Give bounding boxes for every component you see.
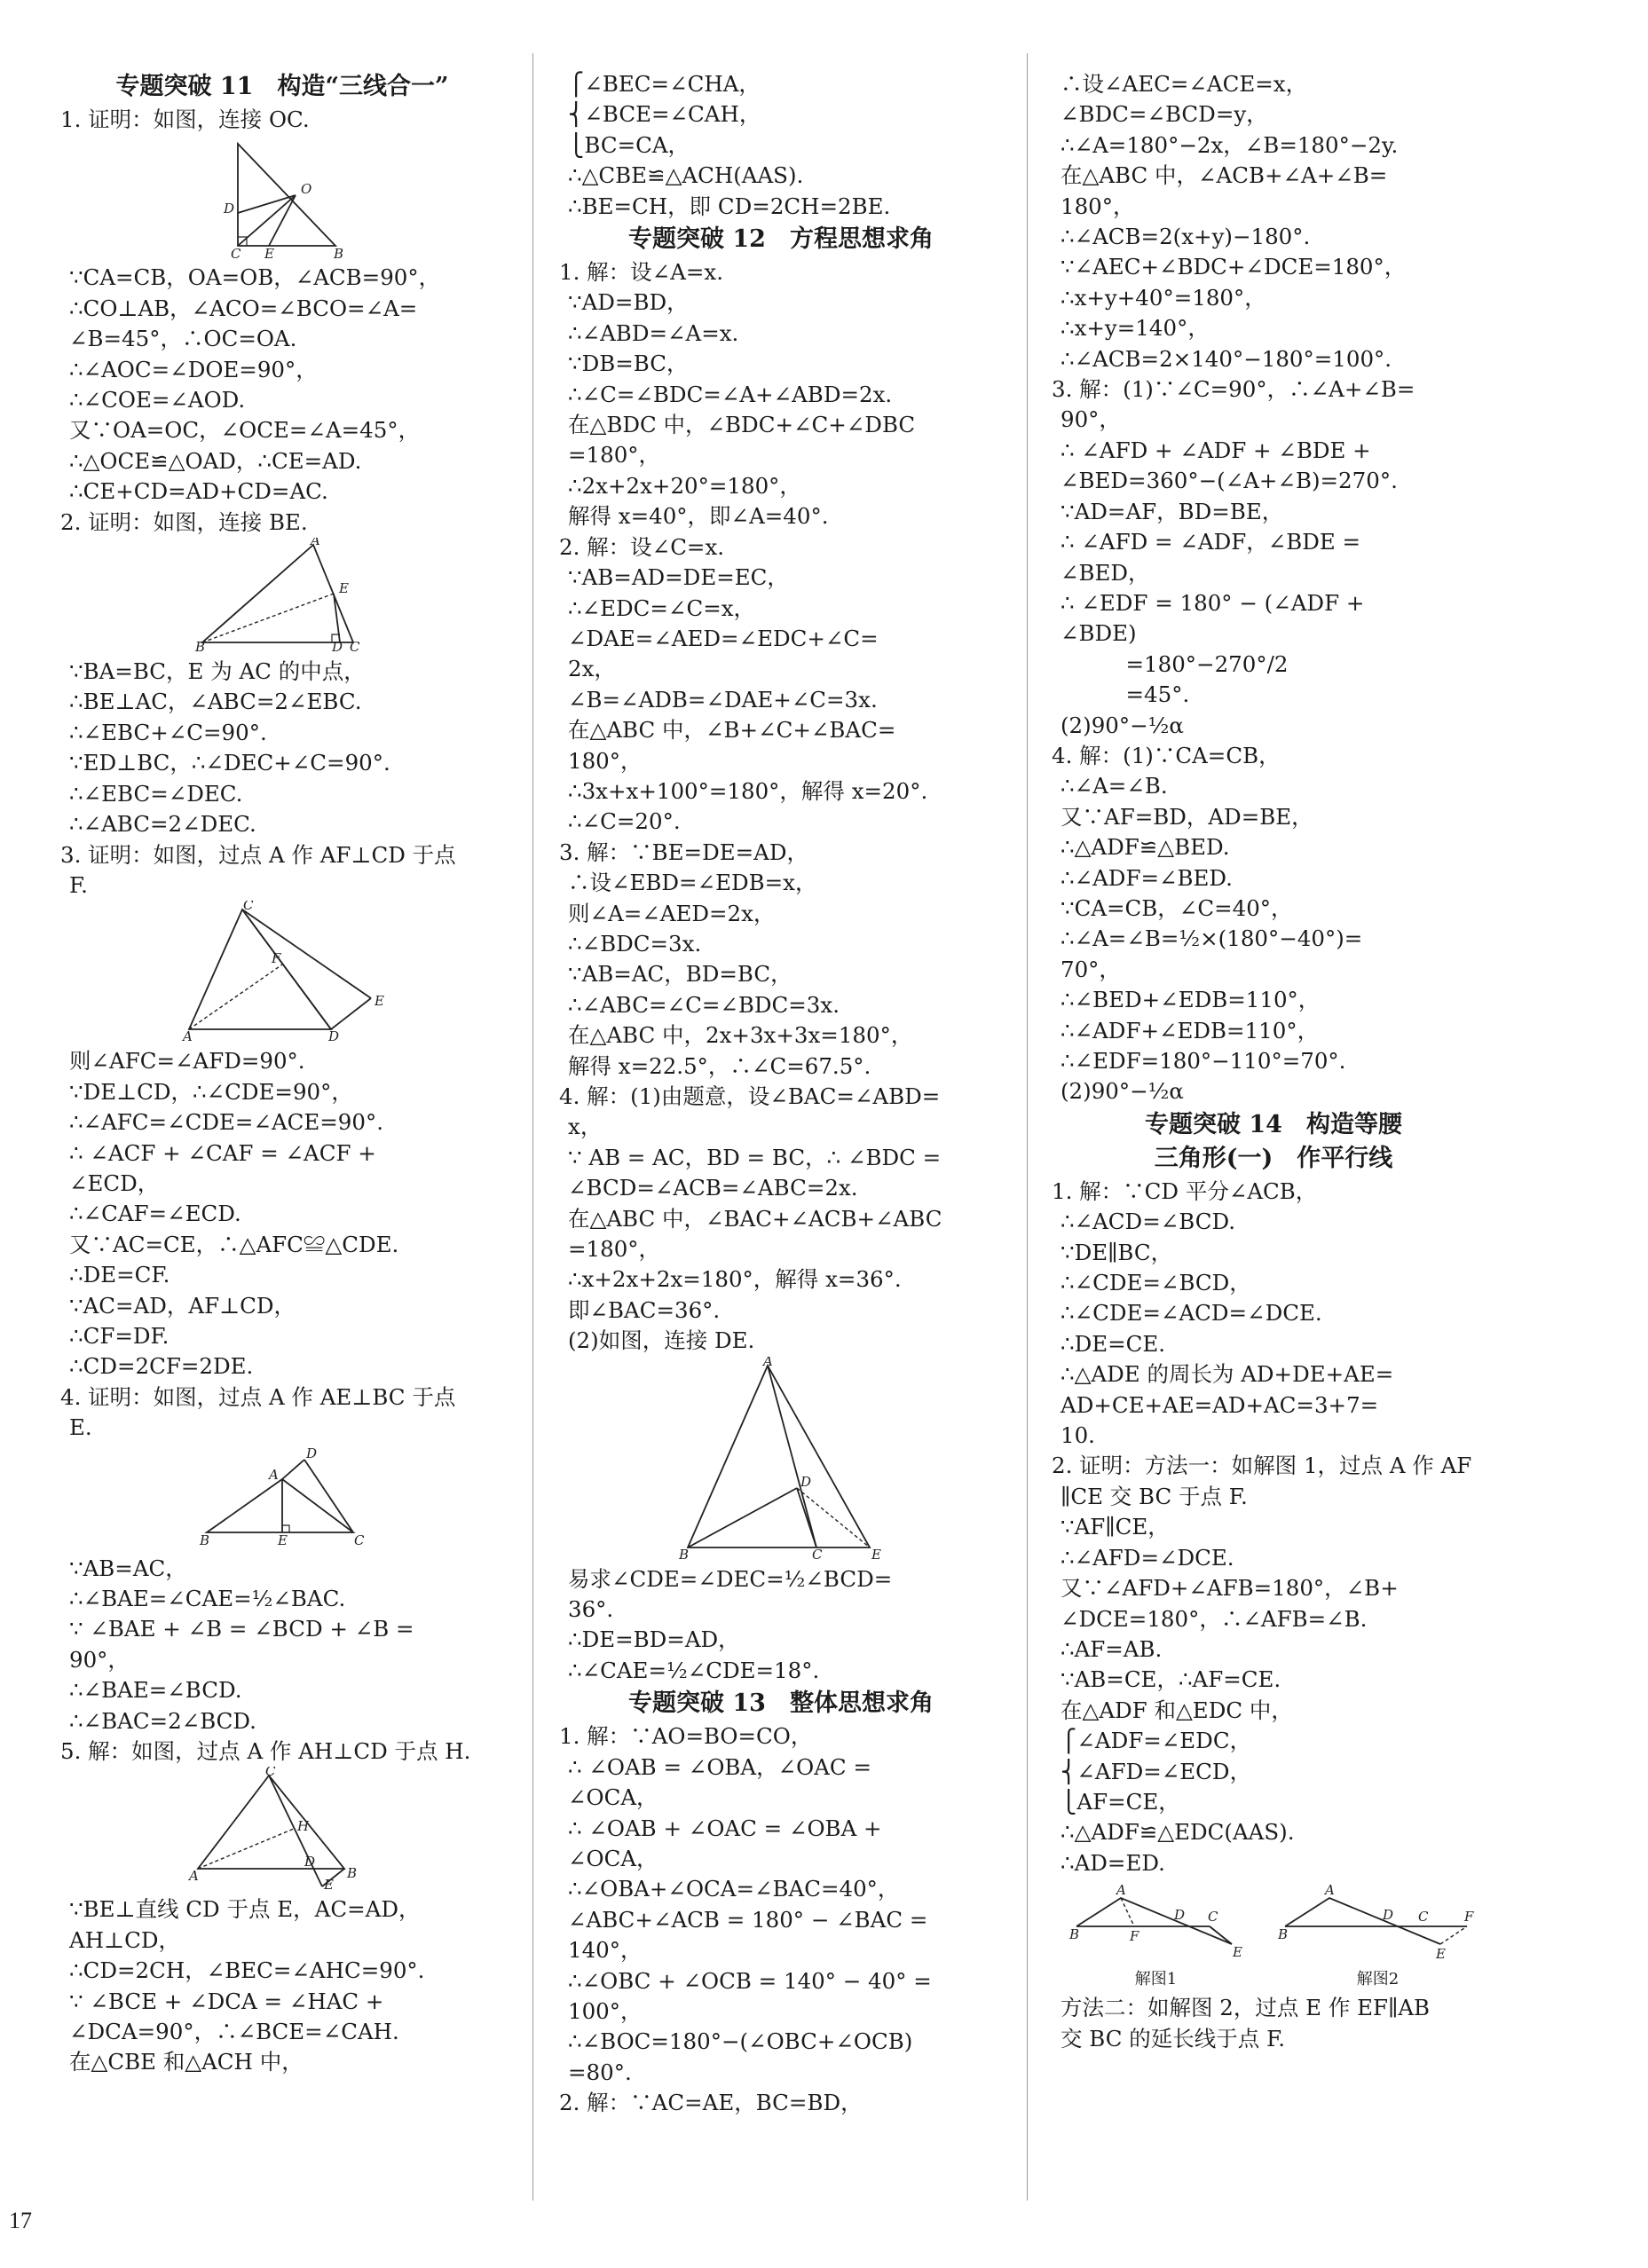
text-line: 1. 证明：如图，连接 OC. [60,106,310,132]
text-line: ∴∠ACD=∠BCD. [1061,1209,1236,1235]
fig-label: D [306,1445,318,1461]
fig-label: D [328,1028,340,1043]
text-line: ∴∠BAC=2∠BCD. [69,1707,256,1734]
text-line: 70°， [1061,956,1121,982]
text-line: ∵ AB = AC，BD = BC，∴ ∠BDC = [568,1144,942,1170]
text-line: ∴BE⊥AC，∠ABC=2∠EBC. [69,689,362,715]
text-line: ∵AD=AF，BD=BE， [1061,498,1284,524]
text-line: ∠BDE) [1061,620,1137,647]
text-line: 3. 证明：如图，过点 A 作 AF⊥CD 于点 [60,841,456,868]
text-line: ∴CF=DF. [69,1322,170,1349]
text-line: ∴△ADF≌△BED. [1061,834,1230,861]
text-line: ⎧∠ADF=∠EDC， [1061,1728,1252,1754]
figure [60,538,504,657]
text-line: 又∵AC=CE，∴△AFC≌△CDE. [69,1231,399,1257]
text-line: ∠OCA， [568,1845,658,1871]
fig-label: E [1435,1946,1446,1963]
text-line: 2. 解：设∠C=x. [559,533,725,560]
text-line: 180°， [1061,193,1135,219]
text-line: ∥CE 交 BC 于点 F. [1061,1483,1248,1509]
fig-label: A [763,1356,773,1369]
text-line: ∴∠CDE=∠ACD=∠DCE. [1061,1300,1322,1327]
fig-label: D [224,201,235,217]
text-line: ∵DB=BC， [568,350,689,377]
text-line: 10. [1061,1422,1095,1449]
figure-4 [180,1444,384,1550]
fig-label: A [1324,1882,1335,1899]
text-line: (2)90°−½α [1061,1078,1184,1105]
text-line: ∠ABC+∠ACB = 180° − ∠BAC = [568,1906,928,1933]
text-line: ∴∠ABC=2∠DEC. [69,811,256,838]
text-line: ∵ ∠BAE + ∠B = ∠BCD + ∠B = [69,1616,414,1642]
text-line: ∴∠EBC+∠C=90°. [69,719,267,745]
fig-label: B [1068,1926,1079,1943]
text-line: ∴∠ABC=∠C=∠BDC=3x. [568,991,840,1018]
fig-label: B [334,246,344,260]
figure [1052,1882,1495,1989]
fig-label: H [297,1818,310,1835]
fig-label: A [311,538,320,549]
text-line: =180°， [568,1236,661,1263]
section-heading: 三角形(一) 作平行线 [1154,1144,1393,1172]
text-line: =80°. [568,2059,632,2085]
text-line: =180°， [568,442,661,469]
text-line: (2)如图，连接 DE. [568,1327,755,1354]
text-line: 又∵AF=BD，AD=BE， [1061,803,1313,830]
fig-label: F [1129,1928,1139,1945]
text-line: ∴∠EDC=∠C=x， [568,595,756,621]
text-line: ⎩BC=CA， [568,131,690,158]
text-line: 1. 解：∵CD 平分∠ACB， [1052,1177,1318,1204]
text-line: ∴△ADF≌△EDC(AAS). [1061,1819,1295,1846]
text-line: ∵CA=CB，∠C=40°， [1061,894,1293,921]
text-line: ∴ ∠OAB = ∠OBA，∠OAC = [568,1753,871,1780]
fig-label: E [375,993,384,1010]
text-line: 即∠BAC=36°. [568,1296,721,1323]
figure [60,901,504,1046]
text-line: ∴2x+2x+20°=180°， [568,472,801,499]
text-line: ∵AD=BD， [568,289,689,316]
fig-label: B [347,1865,358,1882]
fig-label: B [200,1532,210,1548]
text-line: ∴∠BAE=∠CAE=½∠BAC. [69,1586,346,1611]
text-line: ∴∠BED+∠EDB=110°， [1061,987,1321,1013]
text-line: ∵DE⊥CD，∴∠CDE=90°， [69,1078,353,1105]
text-line: ⎨∠AFD=∠ECD， [1061,1758,1252,1784]
text-line: ∴x+y=140°， [1061,315,1210,342]
text-line: AD+CE+AE=AD+AC=3+7= [1061,1391,1379,1418]
text-line: 1. 解：设∠A=x. [559,259,724,286]
section-heading: 专题突破 13 整体思想求角 [628,1689,934,1718]
text-line: ∴设∠EBD=∠EDB=x， [568,870,817,896]
text-line: 在△ABC 中，2x+3x+3x=180°， [568,1022,913,1049]
text-line: ∴∠A=∠B. [1061,773,1168,799]
text-line: ∠BCD=∠ACB=∠ABC=2x. [568,1175,858,1201]
text-line: 在△BDC 中，∠BDC+∠C+∠DBC [568,412,916,438]
text-line: 140°， [568,1937,643,1964]
text-line: ∴∠AFC=∠CDE=∠ACE=90°. [69,1109,384,1136]
text-line: 2. 解：∵AC=AE，BC=BD， [559,2090,863,2116]
text-line: 易求∠CDE=∠DEC=½∠BCD= [568,1565,893,1592]
text-line: 又∵∠AFD+∠AFB=180°，∠B+ [1061,1575,1399,1602]
fig-label: C [1417,1909,1428,1925]
figure-caption: 解图2 [1356,1970,1400,1989]
section-heading: 专题突破 12 方程思想求角 [628,225,934,254]
text-line: 90°， [1061,406,1121,433]
column-divider [532,53,533,2201]
text-line: ∴∠CDE=∠BCD， [1061,1270,1251,1296]
text-line: ∵∠AEC+∠BDC+∠DCE=180°， [1061,254,1407,280]
fig-label: E [1232,1944,1242,1961]
text-line: 2. 证明：方法一：如解图 1，过点 A 作 AF [1052,1453,1472,1479]
text-line: ∴3x+x+100°=180°，解得 x=20°. [568,777,928,804]
fig-label: C [265,1767,276,1780]
text-line: ∴x+y+40°=180°， [1061,284,1266,311]
text-line: ∵AC=AD，AF⊥CD， [69,1292,296,1319]
text-line: 在△ADF 和△EDC 中， [1061,1697,1293,1723]
fig-label: A [1116,1882,1126,1899]
fig-label: C [354,1532,365,1548]
text-line: ∴ ∠ACF + ∠CAF = ∠ACF + [69,1139,376,1166]
fig-label: C [1207,1909,1218,1925]
text-line: 180°， [568,747,643,774]
text-line: ∵AB=AC，BD=BC， [568,961,792,988]
fig-label: E [339,580,349,597]
text-line: ∠DAE=∠AED=∠EDC+∠C= [568,625,879,651]
text-line: ∴∠EBC=∠DEC. [69,780,243,807]
text-line: 1. 解：∵AO=BO=CO， [559,1723,813,1750]
text-line: 方法二：如解图 2，过点 E 作 EF∥AB [1061,1995,1431,2021]
text-line: ∴DE=CE. [1061,1330,1166,1357]
text-line: ∴∠CAE=½∠CDE=18°. [568,1657,820,1683]
text-line: 2. 证明：如图，连接 BE. [60,508,308,535]
text-line: ∠B=45°，∴OC=OA. [69,326,297,352]
text-line: ∴∠BOC=180°−(∠OBC+∠OCB) [568,2028,913,2055]
text-line: ∴∠BDC=3x. [568,930,702,957]
text-line: 4. 证明：如图，过点 A 作 AE⊥BC 于点 [60,1383,456,1410]
fig-label: D [304,1854,316,1870]
text-line: ∵BE⊥直线 CD 于点 E，AC=AD， [69,1896,421,1923]
figure-5 [171,1767,393,1891]
text-line: 在△ABC 中，∠B+∠C+∠BAC= [568,717,896,744]
fig-label: E [264,246,274,260]
fig-label: A [269,1466,279,1483]
text-line: ∠DCE=180°，∴∠AFB=∠B. [1061,1605,1368,1632]
fig-label: C [812,1546,823,1561]
text-line: ⎨∠BCE=∠CAH， [568,101,761,128]
text-line: ∴CE+CD=AD+CD=AC. [69,478,328,505]
text-line: 又∵OA=OC，∠OCE=∠A=45°， [69,417,421,444]
figure [60,135,504,263]
figure-2 [176,538,389,653]
fig-label: B [679,1546,690,1561]
text-line: ∴∠ADF=∠BED. [1061,864,1233,891]
text-line: ∠DCA=90°，∴∠BCE=∠CAH. [69,2019,399,2045]
text-line: ∴∠COE=∠AOD. [69,387,246,413]
fig-label: A [183,1028,193,1043]
text-line: ∴∠ABD=∠A=x. [568,319,739,346]
text-line: ∴∠ADF+∠EDB=110°， [1061,1017,1320,1043]
text-line: 90°， [69,1646,130,1673]
fig-label: C [231,246,241,260]
text-line: ⎩AF=CE， [1061,1788,1180,1815]
section-heading: 专题突破 14 构造等腰 [1145,1110,1402,1138]
text-line: ∴CD=2CH，∠BEC=∠AHC=90°. [69,1957,425,1984]
text-line: ∠BED=360°−(∠A+∠B)=270°. [1061,468,1398,494]
text-line: ∴∠BAE=∠BCD. [69,1677,242,1704]
text-line: ∴设∠AEC=∠ACE=x， [1061,71,1308,97]
text-line: 3. 解：∵BE=DE=AD， [559,839,808,865]
text-line: ∴△CBE≌△ACH(AAS). [568,162,804,189]
text-line: 在△ABC 中，∠ACB+∠A+∠B= [1061,162,1388,189]
text-line: ∠BDC=∠BCD=y， [1061,101,1268,128]
text-line: ∴ ∠EDF = 180° − (∠ADF + [1061,589,1365,616]
fig-label: D [1382,1907,1393,1924]
text-line: ∴∠AFD=∠DCE. [1061,1544,1234,1571]
text-line: ∴CD=2CF=2DE. [69,1353,254,1380]
text-line: AH⊥CD， [69,1926,180,1953]
figure-caption: 解图1 [1134,1970,1178,1989]
text-line: ∴DE=CF. [69,1262,170,1288]
figure-1 [185,135,380,259]
text-line: ∴∠OBA+∠OCA=∠BAC=40°， [568,1876,900,1902]
text-line: ∵ED⊥BC，∴∠DEC+∠C=90°. [69,750,390,776]
text-line: ∵BA=BC，E 为 AC 的中点， [69,658,366,685]
text-line: ∠BED， [1061,559,1150,586]
text-line: ⎧∠BEC=∠CHA， [568,71,761,97]
text-line: ∠ECD， [69,1169,160,1196]
text-line: ∵AF∥CE， [1061,1514,1170,1540]
fig-label: B [1277,1926,1288,1943]
text-line: ∴AD=ED. [1061,1849,1165,1876]
text-line: F. [69,871,88,898]
text-line: 100°， [568,1997,643,2024]
text-line: ∴x+2x+2x=180°，解得 x=36°. [568,1266,902,1293]
text-line: ∴DE=BD=AD， [568,1626,740,1653]
text-line: =180°−270°/2 [1061,650,1289,677]
fig-label: O [301,181,312,198]
text-line: 在△ABC 中，∠BAC+∠ACB+∠ABC [568,1205,942,1232]
text-line: ∴AF=AB. [1061,1635,1163,1662]
fig-label: C [243,901,254,914]
text-line: x， [568,1114,603,1140]
column-divider [1027,53,1028,2201]
section-heading: 专题突破 11 构造“三线合一” [115,73,449,100]
fig-label: D [800,1473,812,1490]
figure-6 [666,1357,896,1561]
fig-label: E [278,1532,288,1548]
text-line: ∵DE∥BC， [1061,1239,1173,1265]
fig-label: C [350,639,360,654]
text-line: ∴BE=CH，即 CD=2CH=2BE. [568,193,891,219]
figure [559,1357,1003,1564]
fig-label: F [1463,1909,1473,1925]
text-line: ∴CO⊥AB，∠ACO=∠BCO=∠A= [69,295,418,321]
text-line: ∴ ∠AFD = ∠ADF，∠BDE = [1061,529,1361,555]
text-line: ∴∠ACB=2×140°−180°=100°. [1061,345,1392,372]
text-line: ∴△OCE≌△OAD，∴CE=AD. [69,447,362,474]
text-line: ∵AB=AD=DE=EC， [568,564,789,591]
figure-3 [158,901,406,1043]
text-line: ∴ ∠AFD + ∠ADF + ∠BDE + [1061,437,1371,463]
figure [60,1444,504,1554]
text-line: ∴△ADE 的周长为 AD+DE+AE= [1061,1361,1394,1388]
text-line: 5. 解：如图，过点 A 作 AH⊥CD 于点 H. [60,1738,471,1765]
text-line: (2)90°−½α [1061,712,1184,738]
figure [60,1767,504,1894]
page-number: 17 [9,2208,32,2233]
text-line: 2x， [568,656,616,682]
text-line: ∴∠CAF=∠ECD. [69,1201,241,1227]
text-line: ∴∠C=∠BDC=∠A+∠ABD=2x. [568,381,893,407]
text-line: ∠OCA， [568,1784,658,1811]
column-middle [559,69,1003,2119]
text-line: 4. 解：(1)∵CA=CB， [1052,742,1281,768]
text-line: 则∠A=∠AED=2x， [568,900,776,926]
text-line: ∴∠ACB=2(x+y)−180°. [1061,224,1311,250]
text-line: 3. 解：(1)∵∠C=90°，∴∠A+∠B= [1052,376,1415,403]
column-right [1052,69,1495,2054]
text-line: ∵AB=AC， [69,1555,187,1581]
text-line: ∠B=∠ADB=∠DAE+∠C=3x. [568,686,878,713]
text-line: ∴∠OBC + ∠OCB = 140° − 40° = [568,1967,932,1994]
text-line: 4. 解：(1)由题意，设∠BAC=∠ABD= [559,1083,941,1109]
column-left [60,69,504,2078]
text-line: ∴ ∠OAB + ∠OAC = ∠OBA + [568,1815,882,1841]
fig-label: E [324,1877,334,1892]
text-line: ∴∠A=∠B=½×(180°−40°)= [1061,925,1363,952]
text-line: ∴∠EDF=180°−110°=70°. [1061,1048,1346,1074]
text-line: ∵AB=CE，∴AF=CE. [1061,1666,1281,1693]
fig-label: D [332,639,343,654]
fig-label: A [189,1868,199,1885]
text-line: E. [69,1414,92,1441]
fig-label: B [195,639,206,654]
text-line: =45°. [1061,681,1190,708]
fig-label: D [1173,1907,1185,1924]
fig-label: E [871,1546,881,1561]
text-line: ∴∠AOC=∠DOE=90°， [69,356,318,382]
text-line: 交 BC 的延长线于点 F. [1061,2025,1286,2051]
text-line: 在△CBE 和△ACH 中， [69,2049,304,2075]
text-line: ∵CA=CB，OA=OB，∠ACB=90°， [69,264,441,291]
figure-7 [1052,1882,1495,1989]
text-line: ∴∠A=180°−2x，∠B=180°−2y. [1061,131,1399,158]
text-line: 则∠AFC=∠AFD=90°. [69,1048,305,1075]
fig-label: F [272,950,281,967]
text-line: ∴∠C=20°. [568,808,681,835]
text-line: ∵ ∠BCE + ∠DCA = ∠HAC + [69,1988,384,2014]
text-line: 解得 x=22.5°，∴∠C=67.5°. [568,1052,871,1079]
text-line: 解得 x=40°，即∠A=40°. [568,503,829,530]
text-line: 36°. [568,1596,614,1623]
